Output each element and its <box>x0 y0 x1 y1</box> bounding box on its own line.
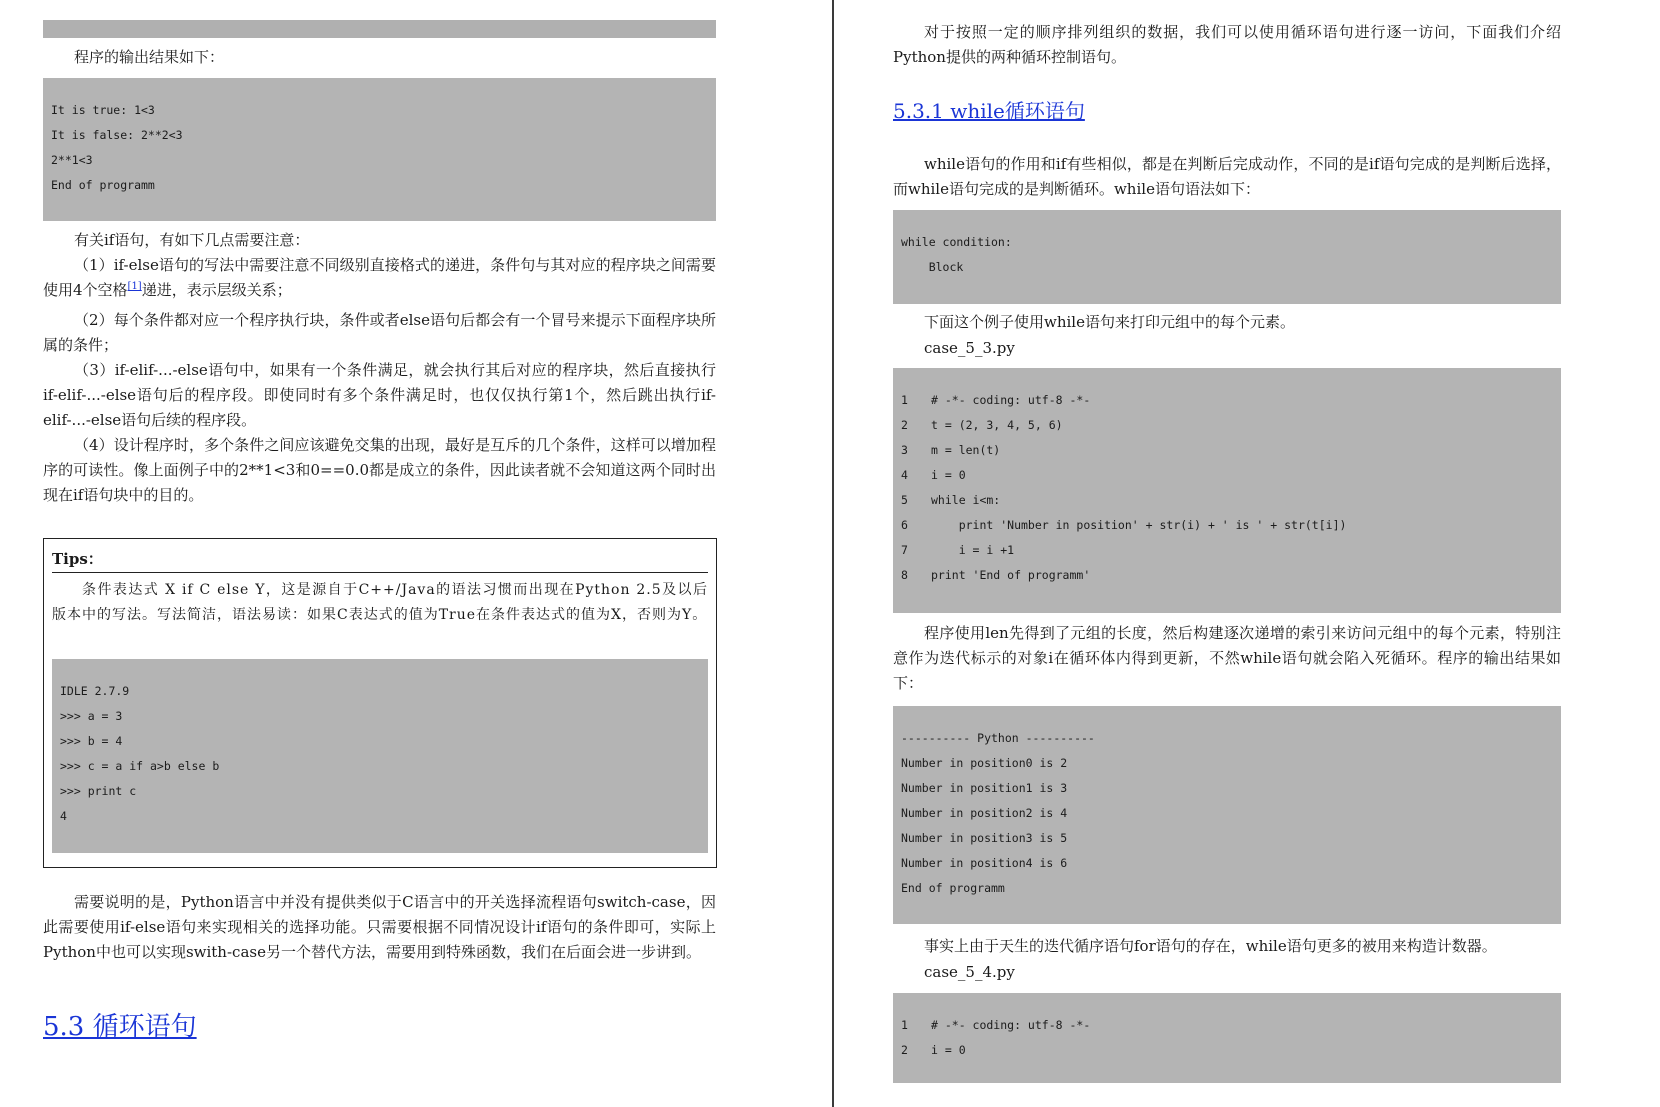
code-line: 4 <box>60 809 67 823</box>
code-line: Block <box>901 260 964 274</box>
line-code: i = i +1 <box>931 543 1015 557</box>
code-line: ---------- Python ---------- <box>901 731 1095 745</box>
note-1 <box>43 253 716 303</box>
line-code: # -*- coding: utf-8 -*- <box>931 1018 1091 1032</box>
line-number: 1 <box>901 1018 908 1032</box>
example-filename: case_5_3.py <box>924 339 1015 357</box>
note-4: （4）设计程序时，多个条件之间应该避免交集的出现，最好是互斥的几个条件，这样可以增加程序的可读性。像上面例子中的2**1<3和0==0.0都是成立的条件，因此读者就不会知道这两个同时出现在if语句块中的目的。 <box>43 436 716 504</box>
code-line <box>901 388 1553 413</box>
note-2: （2）每个条件都对应一个程序执行块，条件或者else语句后都会有一个冒号来提示下面程序块所属的条件； <box>43 311 716 354</box>
code-line <box>901 563 1553 588</box>
code-line: >>> a = 3 <box>60 709 123 723</box>
line-code: m = len(t) <box>931 443 1001 457</box>
code-line: >>> print c <box>60 784 137 798</box>
code-line: Number in position0 is 2 <box>901 756 1068 770</box>
code-line: Number in position3 is 5 <box>901 831 1068 845</box>
line-code: print 'End of programm' <box>931 568 1091 582</box>
tips-code-block <box>52 659 708 853</box>
line-number: 2 <box>901 1043 908 1057</box>
right-page <box>834 0 1660 1107</box>
notes-intro: 有关if语句，有如下几点需要注意： <box>74 231 310 249</box>
line-code: print 'Number in position' + str(i) + ' is ' + str(t[i]) <box>931 518 1347 532</box>
code-line: End of programm <box>51 178 155 192</box>
line-number: 5 <box>901 493 908 507</box>
code-line <box>901 413 1553 438</box>
line-number: 6 <box>901 518 908 532</box>
code-line: It is true: 1<3 <box>51 103 155 117</box>
code-line: Number in position4 is 6 <box>901 856 1068 870</box>
example-code-block <box>893 368 1561 613</box>
code-line <box>901 438 1553 463</box>
note-1-text-end: 递进，表示层级关系； <box>141 281 292 299</box>
line-number: 4 <box>901 468 908 482</box>
line-number: 8 <box>901 568 908 582</box>
code-block-bottom-edge <box>43 20 716 38</box>
code-line: IDLE 2.7.9 <box>60 684 130 698</box>
for-note: 事实上由于天生的迭代循序语句for语句的存在，while语句更多的被用来构造计数器。 <box>924 937 1497 955</box>
line-number: 3 <box>901 443 908 457</box>
footnote-link[interactable]: [1] <box>127 281 142 292</box>
code-line: Number in position2 is 4 <box>901 806 1068 820</box>
output-code-block-right <box>893 706 1561 924</box>
line-number: 7 <box>901 543 908 557</box>
code-line <box>901 488 1553 513</box>
line-code: i = 0 <box>931 468 966 482</box>
output-code-block <box>43 78 716 221</box>
code-line: >>> b = 4 <box>60 734 123 748</box>
note-1-text: （1）if-else语句的写法中需要注意不同级别直接格式的递进，条件句与其对应的程序块之间需要使用4个空格 <box>43 256 716 299</box>
explain-paragraph: 程序使用len先得到了元组的长度，然后构建逐次递增的索引来访问元组中的每个元素，特别注意作为迭代标示的对象i在循环体内得到更新，不然while语句就会陷入死循环。程序的输出结果如下： <box>893 624 1561 692</box>
code-line <box>901 513 1553 538</box>
section-heading-link[interactable]: 5.3 循环语句 <box>43 1012 197 1042</box>
code-line <box>901 463 1553 488</box>
tips-box <box>43 538 717 868</box>
note-3: （3）if-elif-...-else语句中，如果有一个条件满足，就会执行其后对应的程序块，然后直接执行if-elif-...-else语句后的程序段。即使同时有多个条件满足时，也仅仅执行第1个，然后跳出执行if-elif-...-else语句后续的程序段。 <box>43 361 716 429</box>
code-line: while condition: <box>901 235 1012 249</box>
code-line: End of programm <box>901 881 1005 895</box>
code-line: >>> c = a if a>b else b <box>60 759 220 773</box>
line-code: # -*- coding: utf-8 -*- <box>931 393 1091 407</box>
output-intro: 程序的输出结果如下： <box>74 48 225 66</box>
line-code: t = (2, 3, 4, 5, 6) <box>931 418 1063 432</box>
line-number: 2 <box>901 418 908 432</box>
subsection-heading-link[interactable]: 5.3.1 while循环语句 <box>893 99 1085 123</box>
code-line <box>901 538 1553 563</box>
loop-intro: 对于按照一定的顺序排列组织的数据，我们可以使用循环语句进行逐一访问，下面我们介绍Python提供的两种循环控制语句。 <box>893 23 1561 66</box>
code-line <box>901 1038 1553 1063</box>
switch-note: 需要说明的是，Python语言中并没有提供类似于C语言中的开关选择流程语句switch-case，因此需要使用if-else语句来实现相关的选择功能。只需要根据不同情况设计if语句的条件即可，实际上Python中也可以实现swith-case另一个替代方法，需要用到特殊函数，我们在后面会进一步讲到。 <box>43 893 716 961</box>
code-line: Number in position1 is 3 <box>901 781 1068 795</box>
example-intro: 下面这个例子使用while语句来打印元组中的每个元素。 <box>924 313 1295 331</box>
example2-code-block <box>893 993 1561 1083</box>
while-intro: while语句的作用和if有些相似，都是在判断后完成动作，不同的是if语句完成的是判断后选择，而while语句完成的是判断循环。while语句语法如下： <box>893 155 1561 198</box>
tips-title: Tips： <box>52 546 708 573</box>
code-line: It is false: 2**2<3 <box>51 128 183 142</box>
line-number: 1 <box>901 393 908 407</box>
tips-body: 条件表达式 X if C else Y，这是源自于C++/Java的语法习惯而出现在Python 2.5及以后版本中的写法。写法简洁，语法易读：如果C表达式的值为True在条件表达式的值为X，否则为Y。 <box>52 582 708 623</box>
line-code: i = 0 <box>931 1043 966 1057</box>
syntax-code-block <box>893 210 1561 304</box>
line-code: while i<m: <box>931 493 1001 507</box>
code-line: 2**1<3 <box>51 153 93 167</box>
code-line <box>901 1013 1553 1038</box>
example2-filename: case_5_4.py <box>924 963 1015 981</box>
